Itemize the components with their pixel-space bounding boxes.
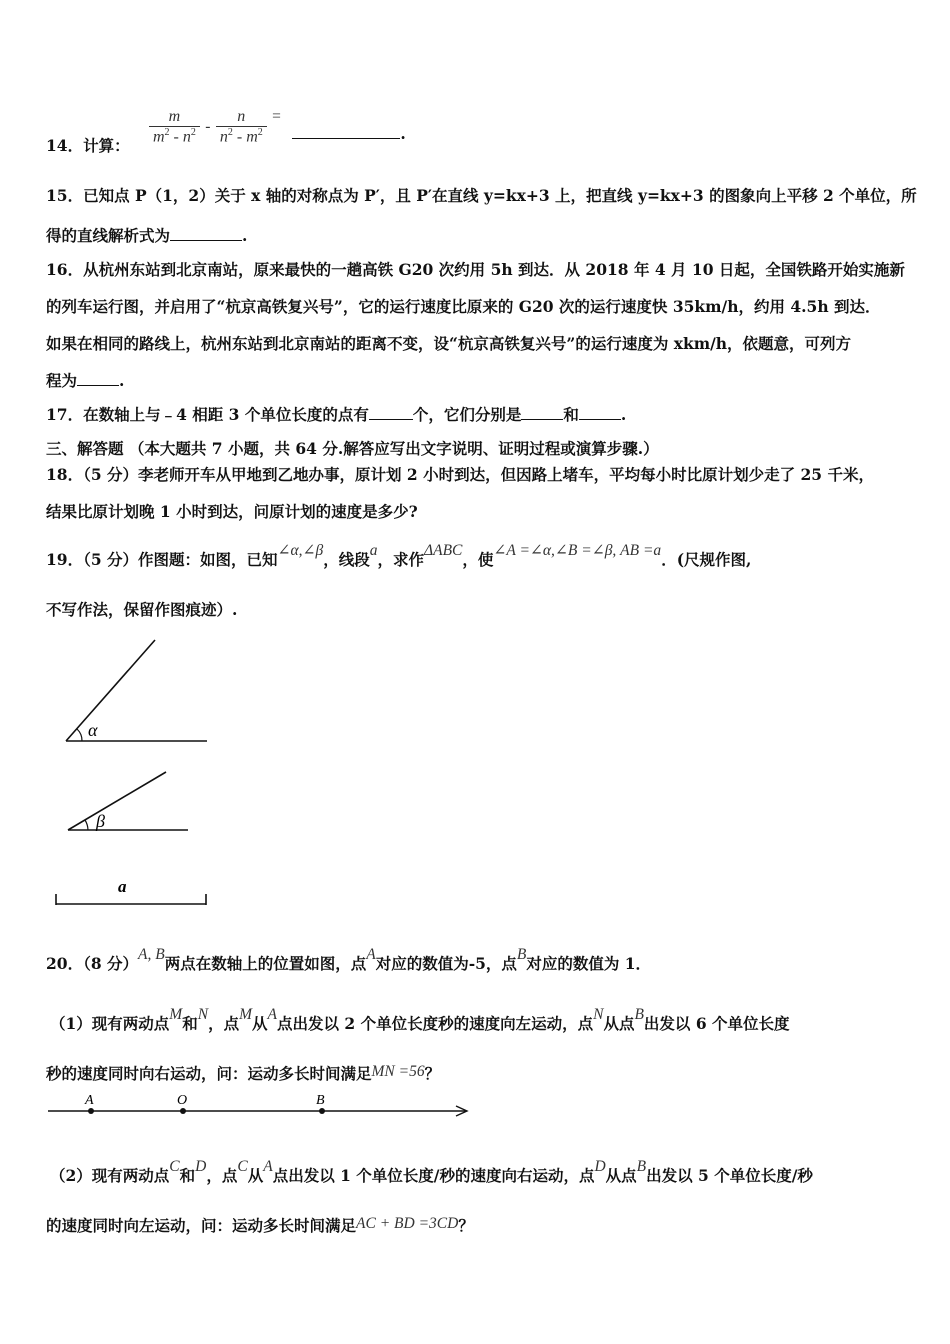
- q19-condition: ∠A =∠α,∠B =∠β, AB =a: [493, 542, 662, 559]
- beta-label: β: [96, 811, 105, 831]
- point-o-dot: [180, 1108, 186, 1114]
- q15-line-2: 得的直线解析式为 .: [46, 226, 248, 245]
- angle-alpha-figure: [60, 635, 210, 745]
- q14-fraction-1: $\frac{m}{m^2 - n^2}$: [149, 108, 200, 146]
- q19-line-2: 不写作法，保留作图痕迹）.: [46, 600, 238, 619]
- segment-a-figure: [54, 878, 210, 908]
- section-3-heading: 三、解答题 （本大题共 7 小题，共 64 分.解答应写出文字说明、证明过程或演算步骤.）: [46, 439, 659, 458]
- point-b-label: B: [316, 1093, 325, 1108]
- q14-minus: -: [205, 118, 211, 136]
- point-b-dot: [319, 1108, 325, 1114]
- q19-line-1: 19．（5 分）作图题：如图，已知∠α,∠β，线段a，求作ΔABC，使∠A =∠α,∠B =∠β, AB =a．(尺规作图,: [46, 542, 752, 569]
- q20-part1-line-2: 秒的速度同时向右运动，问：运动多长时间满足MN =56？: [46, 1063, 441, 1083]
- q19-angles: ∠α,∠β: [277, 542, 324, 559]
- q16-line-2: 的列车运行图，并启用了“杭京高铁复兴号”，它的运行速度比原来的 G20 次的运行速度快 35km/h，约用 4.5h 到达．: [46, 297, 881, 316]
- q16-answer-blank[interactable]: [77, 385, 119, 386]
- point-a-dot: [88, 1108, 94, 1114]
- point-a-label: A: [85, 1093, 94, 1108]
- q20-part1-line-1: （1）现有两动点M和N，点M从A点出发以 2 个单位长度秒的速度向左运动，点N从点B出发以 6 个单位长度: [50, 1006, 790, 1033]
- q16-line-3: 如果在相同的路线上，杭州东站到北京南站的距离不变，设“杭京高铁复兴号”的运行速度为 xkm/h，依题意，可列方: [46, 334, 852, 353]
- q14-equals: =: [272, 108, 281, 126]
- q15-answer-blank[interactable]: [170, 240, 242, 241]
- q14-label: 14．计算：: [46, 136, 130, 156]
- q14-answer-blank[interactable]: [292, 138, 400, 139]
- q18-line-1: 18．（5 分）李老师开车从甲地到乙地办事，原计划 2 小时到达，但因路上堵车，平均每小时比原计划少走了 25 千米，: [46, 465, 874, 484]
- q20-part2-line-1: （2）现有两动点C和D，点C从A点出发以 1 个单位长度/秒的速度向右运动，点D从点B出发以 5 个单位长度/秒: [50, 1158, 813, 1185]
- q17: 17．在数轴上与﹣4 相距 3 个单位长度的点有 个，它们分别是 和 .: [46, 405, 627, 424]
- q17-blank-point-1[interactable]: [521, 419, 563, 420]
- q19-segment: a: [369, 542, 378, 559]
- q14-fraction-2: $\frac{n}{n^2 - m^2}$: [216, 108, 267, 146]
- q16-line-1: 16．从杭州东站到北京南站，原来最快的一趟高铁 G20 次约用 5h 到达．从 2018 年 4 月 10 日起，全国铁路开始实施新: [46, 260, 905, 279]
- q18-line-2: 结果比原计划晚 1 小时到达，问原计划的速度是多少?: [46, 502, 418, 521]
- segment-a-label: a: [118, 877, 127, 896]
- q17-blank-count[interactable]: [369, 419, 413, 420]
- q16-line-4: 程为 .: [46, 371, 125, 390]
- q20-line-1: 20．（8 分）A, B两点在数轴上的位置如图，点A对应的数值为-5，点B对应的数值为 1．: [46, 946, 652, 973]
- q14: 14．计算： $\frac{m}{m^2 - n^2}$ - $\frac{n}{n^2 - m^2}$ = .: [46, 108, 406, 156]
- q20-part2-line-2: 的速度同时向左运动，问：运动多长时间满足AC + BD =3CD？: [46, 1215, 474, 1235]
- alpha-label: α: [88, 720, 98, 740]
- q19-triangle: ΔABC: [424, 542, 463, 559]
- angle-beta-figure: [64, 768, 194, 834]
- number-line-figure: [46, 1092, 476, 1118]
- q15-line-1: 15．已知点 P（1，2）关于 x 轴的对称点为 P′，且 P′在直线 y=kx+3 上，把直线 y=kx+3 的图象向上平移 2 个单位，所: [46, 186, 917, 205]
- point-o-label: O: [177, 1093, 188, 1108]
- q17-blank-point-2[interactable]: [579, 419, 621, 420]
